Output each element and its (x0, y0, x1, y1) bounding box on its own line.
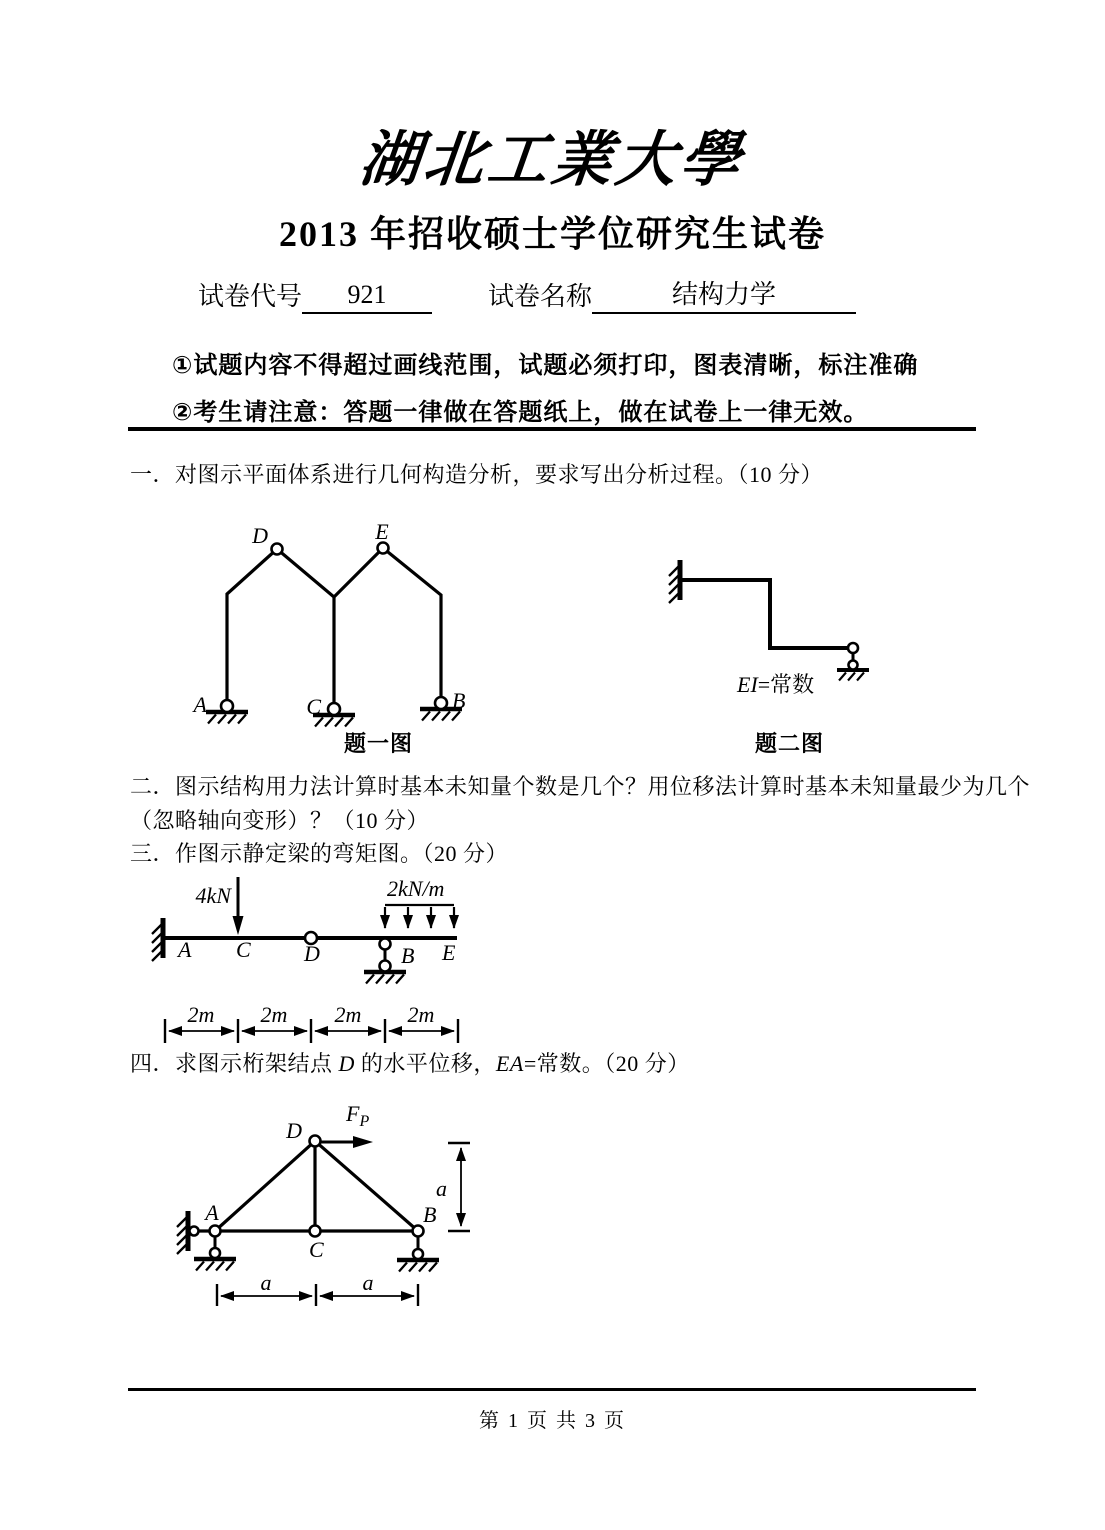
figure1-label-A: A (193, 692, 207, 717)
support-hinge-C-icon (328, 703, 340, 715)
support-hinge-B-icon (435, 697, 447, 709)
support-B-top-hinge-icon (380, 939, 391, 950)
figure1-label-B: B (452, 688, 466, 713)
figure1-label-C: C (306, 694, 321, 719)
joint-A-icon (210, 1226, 221, 1237)
figure3-dimensions (165, 1002, 458, 1043)
question-2-text-line1: 二．图示结构用力法计算时基本未知量个数是几个？用位移法计算时基本未知量最少为几个 (130, 774, 1031, 799)
dim-label-4: 2m (407, 1002, 435, 1027)
question-4-part3: =常数。（20 分） (523, 1051, 690, 1076)
dim-label-3: 2m (334, 1002, 362, 1027)
fixed-support-icon (152, 918, 163, 961)
support-A-hinge-icon (210, 1248, 220, 1258)
roller-top-hinge-icon (848, 643, 858, 653)
figure3-label-C: C (236, 937, 251, 962)
joint-B-icon (413, 1226, 424, 1237)
figure4-truss-diagram (177, 1101, 470, 1306)
question-1-text: 一．对图示平面体系进行几何构造分析，要求写出分析过程。（10 分） (130, 462, 824, 487)
paper-name-label: 试卷名称 (488, 282, 593, 311)
figure3-static-beam-diagram (152, 876, 458, 1043)
figure2-beam-diagram (669, 560, 869, 697)
question-3-text: 三．作图示静定梁的弯矩图。（20 分） (130, 841, 509, 866)
dim-label-right: a (362, 1270, 374, 1295)
figure1-caption: 题一图 (344, 731, 414, 756)
question-4-ea-symbol: EA (495, 1051, 524, 1076)
notice-line-2: ②考生请注意：答题一律做在答题纸上，做在试卷上一律无效。 (172, 399, 869, 426)
dim-label-height: a (436, 1176, 447, 1201)
force-arrowhead (353, 1136, 373, 1148)
roller-bottom-hinge-icon (849, 661, 858, 670)
university-logo: 湖北工業大學 (356, 127, 748, 193)
fixed-support-icon (669, 560, 680, 603)
hinge-D-icon (272, 544, 283, 555)
pin-support-A-icon (206, 712, 248, 724)
figure2-caption: 题二图 (755, 731, 825, 756)
figure2-member (682, 580, 849, 648)
support-A-ground-icon (194, 1259, 236, 1271)
figure1-label-D: D (252, 523, 268, 548)
figure3-label-D: D (304, 941, 320, 966)
point-load-label: 4kN (195, 883, 231, 908)
figure1-frame-diagram (192, 519, 466, 727)
notice-line-1: ①试题内容不得超过画线范围，试题必须打印，图表清晰，标注准确 (172, 352, 919, 379)
exam-title: 2013 年招收硕士学位研究生试卷 (278, 214, 826, 254)
dim-label-2: 2m (260, 1002, 288, 1027)
paper-code-label: 试卷代号 (198, 282, 303, 311)
joint-D-icon (310, 1136, 321, 1147)
support-B-ground-icon (364, 972, 406, 984)
roller-ground-icon (837, 670, 869, 681)
force-label: $F_P$ (346, 1101, 370, 1130)
figure1-label-E: E (375, 519, 389, 544)
distributed-load-label: 2kN/m (387, 876, 445, 901)
figure3-label-A: A (178, 937, 192, 962)
figure4-label-B: B (423, 1202, 437, 1227)
figure4-bottom-dimensions (217, 1270, 418, 1306)
point-load-arrowhead (233, 916, 244, 935)
support-B-ground-icon (397, 1260, 439, 1272)
question-4-part2: 的水平位移， (354, 1051, 496, 1076)
figure4-height-dimension (436, 1143, 470, 1231)
figure3-label-B: B (401, 943, 415, 968)
joint-C-icon (310, 1226, 321, 1237)
figure2-ei-label: EI=常数 (737, 672, 815, 697)
figure4-members (188, 1141, 418, 1231)
support-hinge-A-icon (221, 700, 233, 712)
support-B-hinge-icon (413, 1249, 423, 1259)
question-4-node-symbol: D (338, 1051, 355, 1076)
hinge-E-icon (378, 543, 389, 554)
figure4-label-D: D (286, 1118, 302, 1143)
dim-label-left: a (260, 1270, 272, 1295)
support-B-bottom-hinge-icon (380, 961, 391, 972)
dim-label-1: 2m (187, 1002, 215, 1027)
figure1-members (227, 548, 441, 711)
wall-support-icon (177, 1211, 188, 1254)
distributed-load (385, 905, 454, 928)
page-number: 第 1 页 共 3 页 (479, 1410, 626, 1432)
figure3-label-E: E (442, 940, 456, 965)
footer-divider-line (128, 1388, 976, 1391)
figure4-label-C: C (309, 1237, 324, 1262)
question-2-text-line2: （忽略轴向变形）？（10 分） (130, 808, 430, 833)
figure4-label-A: A (205, 1200, 219, 1225)
paper-name-value: 结构力学 (592, 278, 856, 314)
wall-link-hinge-icon (190, 1227, 199, 1236)
question-4-part1: 四．求图示桁架结点 (130, 1051, 339, 1076)
paper-code-value: 921 (302, 278, 432, 314)
